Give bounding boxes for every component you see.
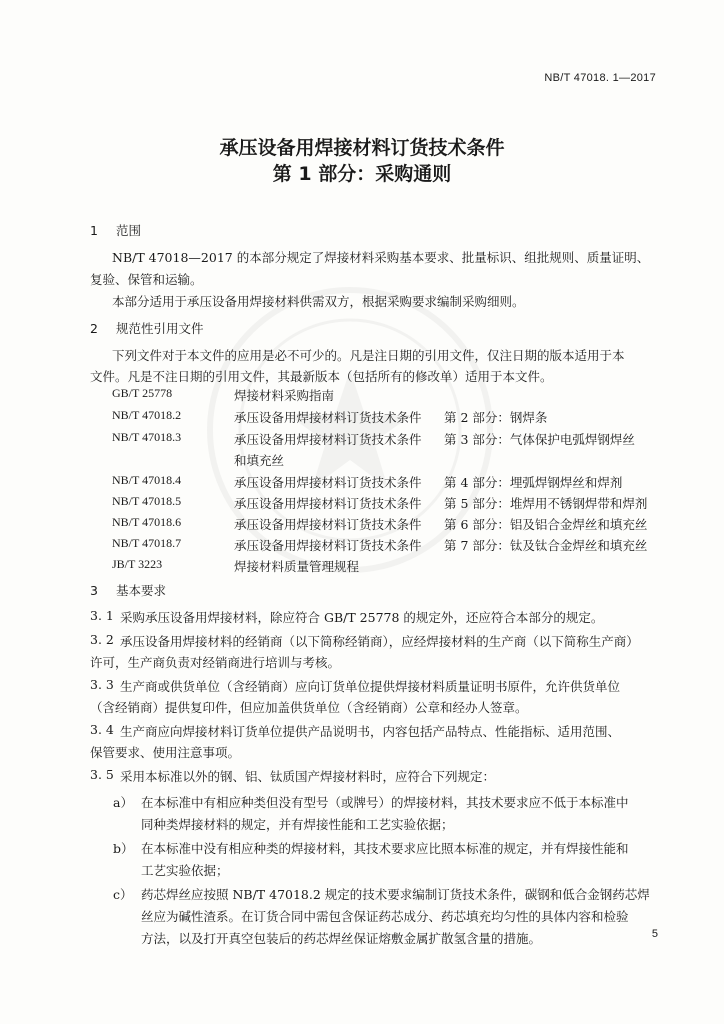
list-line: 药芯焊丝应按照 NB/T 47018.2 规定的技术要求编制订货技术条件，碳钢和低合金钢药芯焊 [141,887,650,902]
section-1-heading [90,221,141,239]
ref-title: 承压设备用焊接材料订货技术条件 [234,517,422,532]
paragraph-line: 复验、保管和运输。 [90,272,203,287]
ref-title: 承压设备用焊接材料订货技术条件 [234,410,422,425]
ref-code: NB/T 47018.6 [112,515,182,529]
clause-number: 3. 1 [90,608,114,623]
ref-part: 第 5 部分：堆焊用不锈钢焊带和焊剂 [444,496,648,511]
section-number: 3 [90,583,98,598]
ref-code: JB/T 3223 [112,557,163,571]
section-number: 1 [90,223,98,238]
ref-code: NB/T 47018.2 [112,408,182,422]
standard-number: NB/T 47018. 1—2017 [544,72,656,84]
list-line: 方法，以及打开真空包装后的药芯焊丝保证熔敷金属扩散氢含量的措施。 [141,931,542,946]
clause-number: 3. 2 [90,632,114,647]
list-line: 工艺实验依据； [141,863,229,878]
section-2-heading [90,319,204,337]
clause-line: 许可，生产商负责对经销商进行培训与考核。 [90,655,341,670]
ref-code: NB/T 47018.4 [112,473,182,487]
ref-title: 承压设备用焊接材料订货技术条件 [234,432,422,447]
clause-line: 保管要求、使用注意事项。 [90,745,241,760]
paragraph-line: 本部分适用于承压设备用焊接材料供需双方，根据采购要求编制采购细则。 [112,294,525,309]
ref-title-cont: 和填充丝 [234,453,285,468]
list-line: 丝应为碱性渣系。在订货合同中需包含保证药芯成分、药芯填充均匀性的具体内容和检验 [141,909,629,924]
clause-line: （含经销商）提供复印件，但应加盖供货单位（含经销商）公章和经办人签章。 [90,700,528,715]
clause-number: 3. 5 [90,767,114,782]
document-title: 承压设备用焊接材料订货技术条件 [219,137,505,159]
ref-title: 承压设备用焊接材料订货技术条件 [234,475,422,490]
clause-number: 3. 4 [90,722,114,737]
paragraph-line: NB/T 47018—2017 的本部分规定了焊接材料采购基本要求、批量标识、组批规则、质量证明、 [112,250,650,265]
ref-title: 承压设备用焊接材料订货技术条件 [234,496,422,511]
list-line: 在本标准中有相应种类但没有型号（或牌号）的焊接材料，其技术要求应不低于本标准中 [141,795,629,810]
list-line: 在本标准中没有相应种类的焊接材料，其技术要求应比照本标准的规定，并有焊接性能和 [141,841,629,856]
paragraph-line: 文件。凡是不注日期的引用文件，其最新版本（包括所有的修改单）适用于本文件。 [90,369,553,384]
clause-line: 采用本标准以外的钢、铝、钛质国产焊接材料时，应符合下列规定： [120,769,496,784]
clause-number: 3. 3 [90,677,114,692]
list-line: 同种类焊接材料的规定，并有焊接性能和工艺实验依据； [141,817,454,832]
section-3-heading [90,581,166,599]
ref-title: 承压设备用焊接材料订货技术条件 [234,538,422,553]
clause-line: 采购承压设备用焊接材料，除应符合 GB/T 25778 的规定外，还应符合本部分的规定。 [120,610,604,625]
ref-part: 第 7 部分：钛及钛合金焊丝和填充丝 [444,538,648,553]
document-subtitle: 第 1 部分：采购通则 [272,163,452,185]
ref-part: 第 6 部分：铝及铝合金焊丝和填充丝 [444,517,648,532]
list-label: b） [113,841,134,856]
ref-part: 第 4 部分：埋弧焊钢焊丝和焊剂 [444,475,623,490]
paragraph-line: 下列文件对于本文件的应用是必不可少的。凡是注日期的引用文件，仅注日期的版本适用于本 [112,348,625,363]
clause-line: 承压设备用焊接材料的经销商（以下简称经销商），应经焊接材料的生产商（以下简称生产商） [120,634,639,649]
ref-part: 第 3 部分：气体保护电弧焊钢焊丝 [444,432,635,447]
section-title: 基本要求 [116,583,167,598]
section-title: 规范性引用文件 [116,321,204,336]
ref-code: NB/T 47018.3 [112,430,182,444]
page-number: 5 [651,928,658,940]
list-label: c） [113,887,133,902]
clause-line: 生产商或供货单位（含经销商）应向订货单位提供焊接材料质量证明书原件，允许供货单位 [120,679,621,694]
ref-code: NB/T 47018.5 [112,494,182,508]
ref-title: 焊接材料质量管理规程 [234,559,360,574]
section-number: 2 [90,321,98,336]
list-label: a） [113,795,133,810]
ref-part: 第 2 部分：钢焊条 [444,410,548,425]
ref-code: GB/T 25778 [112,386,173,400]
ref-code: NB/T 47018.7 [112,536,182,550]
ref-title: 焊接材料采购指南 [234,388,335,403]
clause-line: 生产商应向焊接材料订货单位提供产品说明书，内容包括产品特点、性能指标、适用范围、 [120,724,621,739]
section-title: 范围 [116,223,142,238]
